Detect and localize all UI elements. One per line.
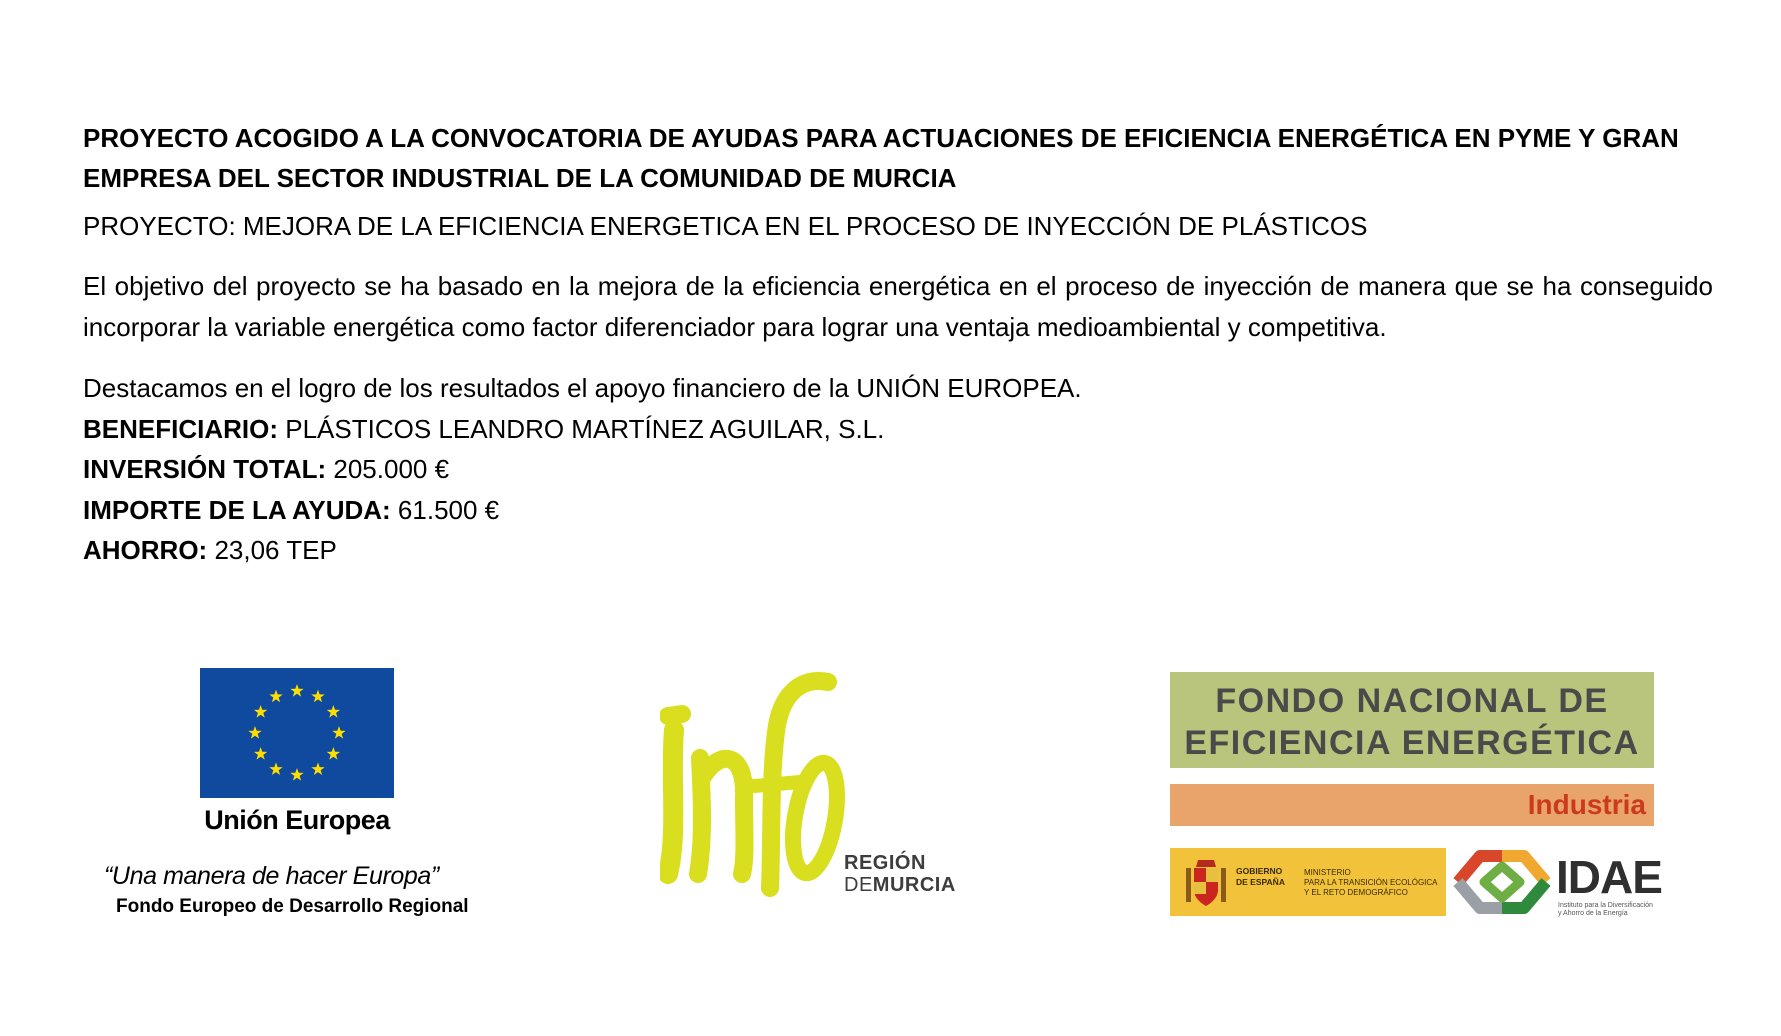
government-logo [1170,848,1446,916]
info-region-murcia-logo [660,668,980,930]
fnee-subtitle: Industria [1527,789,1646,820]
project-title: PROYECTO: MEJORA DE LA EFICIENCIA ENERGETICA EN EL PROCESO DE INYECCIÓN DE PLÁSTICOS [83,211,1368,241]
aid-label: IMPORTE DE LA AYUDA: [83,494,391,525]
beneficiary-label: BENEFICIARIO: [83,413,278,444]
fnee-logo [1170,672,1662,922]
eu-motto: “Una manera de hacer Europa” [104,862,439,890]
document-heading: PROYECTO ACOGIDO A LA CONVOCATORIA DE AYUDAS PARA ACTUACIONES DE EFICIENCIA ENERGÉTICA EN PYME Y GRAN EMPRESA DEL SECTOR INDUSTRIAL DE LA COMUNIDAD DE MURCIA [83,123,1679,193]
ministry-line2: PARA LA TRANSICIÓN ECOLÓGICA [1304,878,1438,887]
objective-paragraph: El objetivo del proyecto se ha basado en la mejora de la eficiencia energética en el proceso de inyección de manera que se ha conseguido incorporar la variable energética como factor diferenciador para lograr una ventaja medioambiental y competitiva. [83,271,1713,342]
eu-name: Unión Europea [204,805,390,835]
beneficiary-value: PLÁSTICOS LEANDRO MARTÍNEZ AGUILAR, S.L. [285,413,885,444]
info-region-text: REGIÓN [844,852,926,874]
project-details [83,368,1713,571]
highlight-line: Destacamos en el logro de los resultados el apoyo financiero de la UNIÓN EUROPEA. [83,373,1082,403]
aid-line [83,490,1713,531]
info-murcia-bold: MURCIA [872,874,956,896]
saving-line [83,530,1713,571]
fnee-title-line1: FONDO NACIONAL DE [1215,682,1609,720]
info-wordmark-icon [660,668,850,930]
ministry-line1: MINISTERIO [1304,868,1351,877]
government-text [1236,866,1285,888]
coat-of-arms-icon [1184,856,1228,908]
ministry-text [1304,868,1444,898]
investment-value: 205.000 € [333,454,450,484]
investment-label: INVERSIÓN TOTAL: [83,454,327,484]
ministry-line3: Y EL RETO DEMOGRÁFICO [1304,888,1408,897]
idae-sub-line1: Instituto para la Diversificación [1558,902,1653,909]
eu-fund: Fondo Europeo de Desarrollo Regional [116,896,469,917]
espana-text: DE ESPAÑA [1236,877,1285,887]
saving-value: 23,06 TEP [214,535,337,565]
idae-text: IDAE [1556,851,1662,903]
eu-flag-icon [200,668,394,798]
idae-mark-icon [1450,844,1554,920]
fnee-title [1170,680,1654,764]
beneficiary-line [83,409,1713,450]
aid-value: 61.500 € [397,494,500,525]
fnee-title-line2: EFICIENCIA ENERGÉTICA [1184,724,1640,762]
info-murcia-text [844,874,956,896]
info-de-text: DE [844,874,873,896]
document-body [83,118,1713,571]
investment-line [83,449,1713,490]
idae-subtitle [1558,902,1658,918]
idae-sub-line2: y Ahorro de la Energía [1558,910,1628,917]
gobierno-text: GOBIERNO [1236,866,1283,876]
saving-label: AHORRO: [83,535,208,565]
